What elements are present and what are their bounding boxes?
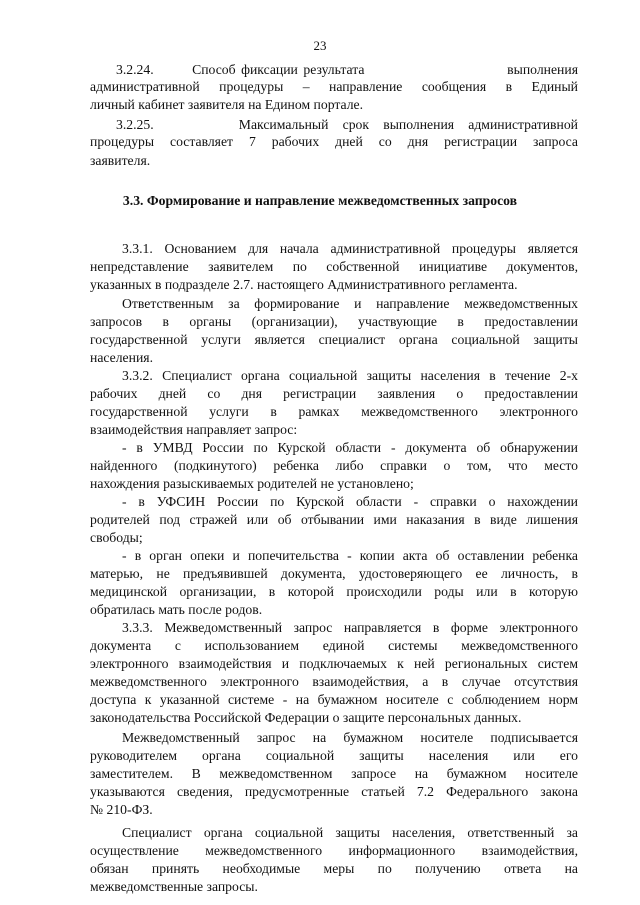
text-line: № 210-ФЗ. xyxy=(90,802,153,817)
text-line: свободы; xyxy=(90,530,143,545)
text-line: Ответственным за формирование и направление межведомственных xyxy=(122,296,578,311)
text-line: 3.2.25. Максимальный срок выполнения административной xyxy=(116,117,578,132)
page-number: 23 xyxy=(313,38,327,53)
text-line: административной процедуры – направление сообщения в Единый xyxy=(90,79,578,94)
text-line: доступа к указанной системе - на бумажном носителе с соблюдением норм xyxy=(90,692,578,707)
text-line: нахождения разыскиваемых родителей не установлено; xyxy=(90,476,414,491)
text-line: заместителем. В межведомственном запросе на бумажном носителе xyxy=(90,766,578,781)
text-line: Специалист органа социальной защиты населения, ответственный за xyxy=(122,825,578,840)
text-line: межведомственные запросы. xyxy=(90,879,258,894)
text-line: матерью, не предъявившей документа, удостоверяющего ее личность, в xyxy=(90,566,578,581)
text-line: документа с использованием единой системы межведомственного xyxy=(90,638,578,653)
text-line: родителей под стражей или об отбывании ими наказания в виде лишения xyxy=(90,512,578,527)
text-line: - в орган опеки и попечительства - копии акта об оставлении ребенка xyxy=(122,548,578,563)
text-line: запросов в органы (организации), участвующие в предоставлении xyxy=(90,314,578,329)
text-line: 3.3.3. Межведомственный запрос направляется в форме электронного xyxy=(122,620,578,635)
text-line: 3.3.1. Основанием для начала административной процедуры является xyxy=(122,241,578,256)
text-line: руководителем органа социальной защиты населения или его xyxy=(90,748,578,763)
text-line: обязан принять необходимые меры по получению ответа на xyxy=(90,861,578,876)
text-line: указанных в подразделе 2.7. настоящего Административного регламента. xyxy=(90,277,518,292)
text-line: 3.3.2. Специалист органа социальной защиты населения в течение 2-х xyxy=(122,368,578,383)
text-line: населения. xyxy=(90,350,153,365)
text-line: указываются сведения, предусмотренные статьей 7.2 Федерального закона xyxy=(90,784,578,799)
text-line: - в УФСИН России по Курской области - справки о нахождении xyxy=(122,494,578,509)
text-line: взаимодействия направляет запрос: xyxy=(90,422,298,437)
text-line: 3.2.24. Способ фиксации результата выполнения xyxy=(116,62,578,77)
text-line: межведомственного электронного взаимодействия, а в случае отсутствия xyxy=(90,674,578,689)
text-line: непредставление заявителем по собственной инициативе документов, xyxy=(90,259,578,274)
text-line: личный кабинет заявителя на Едином портале. xyxy=(90,97,364,112)
text-line: Межведомственный запрос на бумажном носителе подписывается xyxy=(122,730,578,745)
text-line: заявителя. xyxy=(90,153,151,168)
text-line: электронного взаимодействия и подключаемых к ней региональных систем xyxy=(90,656,578,671)
text-line: процедуры составляет 7 рабочих дней со дня регистрации запроса xyxy=(90,134,578,149)
text-line: найденного (подкинутого) ребенка либо справки о том, что место xyxy=(90,458,578,473)
text-line: обратилась мать после родов. xyxy=(90,602,263,617)
text-line: законодательства Российской Федерации о защите персональных данных. xyxy=(90,710,522,725)
text-line: - в УМВД России по Курской области - документа об обнаружении xyxy=(122,440,578,455)
text-line: государственной услуги в рамках межведомственного электронного xyxy=(90,404,578,419)
text-line: рабочих дней со дня регистрации заявления о предоставлении xyxy=(90,386,578,401)
text-line: осуществление межведомственного информационного взаимодействия, xyxy=(90,843,578,858)
text-line: государственной услуги является специалист органа социальной защиты xyxy=(90,332,578,347)
section-heading: 3.3. Формирование и направление межведомственных запросов xyxy=(122,193,518,208)
text-line: медицинской организации, в которой происходили роды или в которую xyxy=(90,584,578,599)
